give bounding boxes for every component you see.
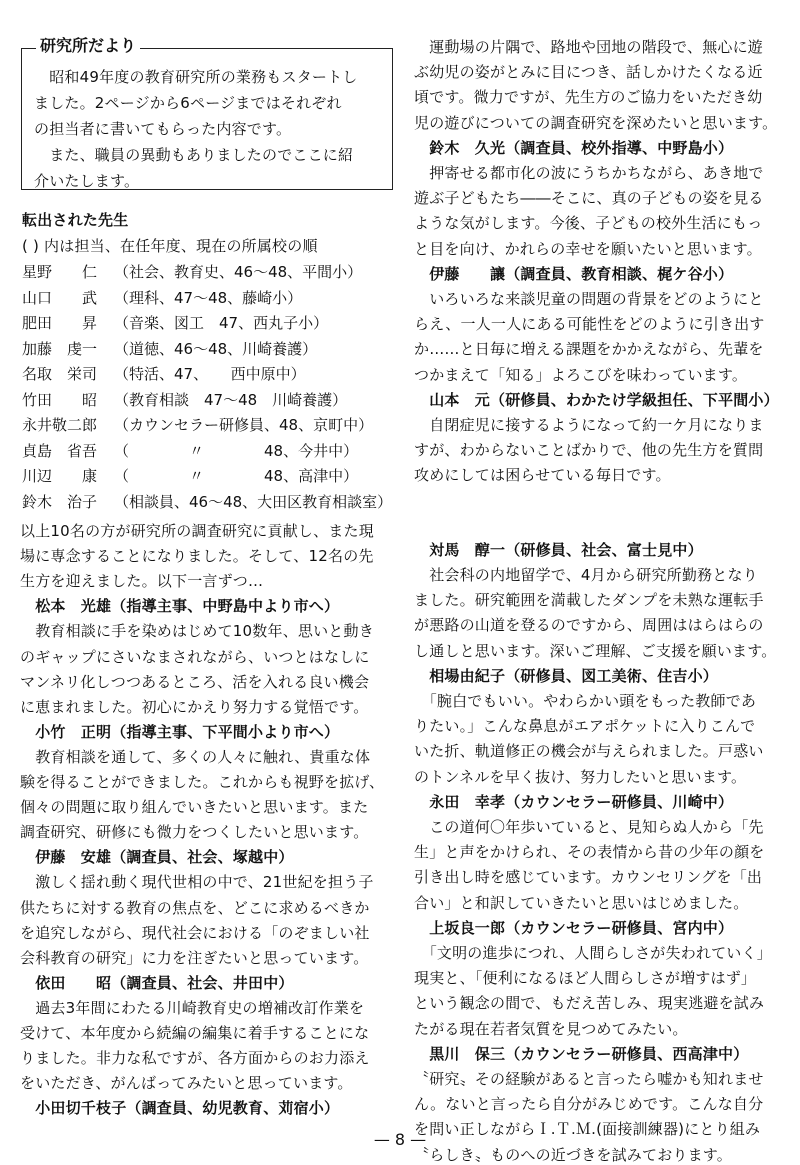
- body-line: 引き出し時を感じています。カウンセリングを「出: [414, 868, 763, 887]
- transferred-row: [22, 288, 302, 308]
- staff-name-heading: 小田切千枝子（調査員、幼児教育、苅宿小）: [20, 1099, 340, 1118]
- body-line: 「腕白でもいい。やわらかい頭をもった教師であ: [414, 692, 757, 710]
- body-line: 運動場の片隅で、路地や団地の階段で、無心に遊: [414, 38, 764, 56]
- staff-name-heading: 伊藤 安雄（調査員、社会、塚越中）: [20, 848, 294, 867]
- body-line: 現実と、「便利になるほど人間らしさが増すはず」: [414, 969, 757, 988]
- teacher-info: （社会、教育史、46〜48、平間小）: [114, 263, 363, 281]
- body-line: のトンネルを早く抜け、努力したいと思います。: [414, 767, 747, 786]
- teacher-name: 川辺 康: [22, 467, 98, 485]
- teacher-info: （道徳、46〜48、川崎養護）: [114, 339, 318, 358]
- body-line: を問い正しながらＩ.Ｔ.Ｍ.(面接訓練器)にとり組み: [414, 1120, 761, 1139]
- teacher-info: （カウンセラー研修員、48、京町中）: [114, 416, 374, 434]
- notice-line: の担当者に書いてもらった内容です。: [34, 120, 292, 138]
- body-line: 以上10名の方が研究所の調査研究に貢献し、また現: [20, 522, 374, 540]
- body-line: 社会科の内地留学で、4月から研究所勤務となり: [414, 566, 758, 584]
- staff-name-heading: 伊藤 讓（調査員、教育相談、梶ケ谷小）: [414, 264, 734, 283]
- body-line: 験を得ることができました。これからも視野を拡げ、: [20, 773, 385, 791]
- body-line: のギャップにさいなまされながら、いつとはなしに: [20, 647, 370, 666]
- staff-name-heading: 対馬 醇一（研修員、社会、富士見中）: [414, 540, 703, 559]
- body-line: 攻めにしては困らせている毎日です。: [414, 466, 671, 485]
- body-line: 〝らしき〟ものへの近づきを試みております。: [414, 1145, 733, 1164]
- body-line: が悪路の山道を登るのですから、周囲ははらはらの: [414, 616, 764, 635]
- transferred-row: [22, 441, 358, 461]
- body-line: 自閉症児に接するようになって約一ケ月になりま: [414, 416, 764, 434]
- teacher-info: （ 〃 48、高津中）: [114, 467, 359, 485]
- body-line: 供たちに対する教育の焦点を、どこに求めるべきか: [20, 898, 370, 917]
- body-line: 激しく揺れ動く現代世相の中で、21世紀を担う子: [20, 873, 374, 892]
- notice-line: 介いたします。: [34, 172, 140, 190]
- transferred-row: [22, 492, 392, 512]
- notice-line: ました。2ページから6ページまではそれぞれ: [34, 94, 342, 112]
- teacher-name: 貞島 省吾: [22, 441, 98, 460]
- transferred-row: [22, 339, 317, 359]
- body-line: に恵まれました。初心にかえり努力する覚悟です。: [20, 697, 369, 716]
- transferred-row: [22, 466, 358, 486]
- body-line: し通しと思います。深いご理解、ご支援を願います。: [414, 641, 777, 660]
- body-line: 生方を迎えました。以下一言ずつ…: [20, 572, 264, 591]
- staff-name-heading: 小竹 正明（指導主事、下平間小より市へ）: [20, 722, 340, 741]
- body-line: 〝研究〟その経験があると言ったら嘘かも知れませ: [414, 1070, 764, 1088]
- body-line: 児の遊びについての調査研究を深めたいと思います。: [414, 113, 778, 132]
- notice-title: 研究所だより: [36, 35, 140, 57]
- body-line: 教育相談を通して、多くの人々に触れ、貴重な体: [20, 747, 371, 766]
- teacher-name: 名取 栄司: [22, 365, 98, 383]
- transferred-note: ( ) 内は担当、在任年度、現在の所属校の順: [22, 237, 318, 255]
- body-line: と目を向け、かれらの幸せを願いたいと思います。: [414, 239, 762, 258]
- body-line: 「文明の進歩につれ、人間らしさが失われていく」: [414, 944, 772, 962]
- teacher-name: 星野 仁: [22, 263, 98, 281]
- transferred-row: [22, 415, 373, 435]
- staff-name-heading: 上坂良一郎（カウンセラー研修員、宮内中）: [414, 918, 734, 937]
- teacher-name: 加藤 虔一: [22, 339, 98, 358]
- body-line: 過去3年間にわたる川崎教育史の増補改訂作業を: [20, 998, 365, 1017]
- body-line: たがる現在若者気質を見つめてみたい。: [414, 1019, 688, 1038]
- body-line: らえ、一人一人にある可能性をどのように引き出す: [414, 315, 765, 334]
- teacher-info: （音楽、図工 47、西丸子小）: [114, 314, 329, 332]
- teacher-name: 山口 武: [22, 288, 98, 307]
- teacher-info: （教育相談 47〜48 川崎養護）: [114, 390, 348, 409]
- transferred-row: [22, 262, 362, 282]
- body-line: 遊ぶ子どもたち――そこに、真の子どもの姿を見る: [414, 189, 764, 208]
- body-line: 頃です。微力ですが、先生方のご協力をいただき幼: [414, 88, 763, 107]
- transferred-row: [22, 364, 306, 384]
- body-line: りたい。」こんな鼻息がエアポケットに入りこんで: [414, 717, 756, 736]
- body-line: つかまえて「知る」よろこびを味わっています。: [414, 365, 748, 384]
- body-line: 教育相談に手を染めはじめて10数年、思いと動き: [20, 622, 374, 641]
- transferred-row: [22, 390, 347, 410]
- body-line: ような気がします。今後、子どもの校外生活にもっ: [414, 214, 763, 233]
- body-line: 受けて、本年度から続編の編集に着手することにな: [20, 1024, 370, 1042]
- body-line: ました。研究範囲を満載したダンプを未熟な運転手: [414, 591, 764, 610]
- body-line: 調査研究、研修にも微力をつくしたいと思います。: [20, 823, 369, 842]
- notice-line: また、職員の異動もありましたのでここに紹: [34, 146, 354, 164]
- teacher-name: 竹田 昭: [22, 390, 98, 409]
- body-line: 場に専念することになりました。そして、12名の先: [20, 547, 374, 566]
- staff-name-heading: 山本 元（研修員、わかたけ学級担任、下平間小）: [414, 390, 779, 409]
- body-line: 会科教育の研究」に力を注ぎたいと思っています。: [20, 948, 369, 967]
- teacher-name: 肥田 昇: [22, 314, 98, 332]
- body-line: を追究しながら、現代社会における「のぞましい社: [20, 923, 370, 942]
- teacher-info: （ 〃 48、今井中）: [114, 441, 359, 460]
- teacher-info: （特活、47、 西中原中）: [114, 365, 306, 383]
- body-line: いろいろな来談児童の問題の背景をどのようにと: [414, 290, 764, 308]
- staff-name-heading: 永田 幸孝（カウンセラー研修員、川崎中）: [414, 792, 734, 811]
- body-line: か……と日毎に増える課題をかかえながら、先輩を: [414, 340, 764, 359]
- body-line: 押寄せる都市化の波にうちかちながら、あき地で: [414, 164, 764, 182]
- body-line: 生」と声をかけられ、その表情から昔の少年の顔を: [414, 843, 765, 862]
- body-line: 個々の問題に取り組んでいきたいと思います。また: [20, 798, 369, 817]
- body-line: この道何〇年歩いていると、見知らぬ人から「先: [414, 818, 764, 836]
- body-line: いた折、軌道修正の機会が与えられました。戸惑い: [414, 742, 764, 761]
- staff-name-heading: 依田 昭（調査員、社会、井田中）: [20, 973, 294, 992]
- body-line: をいただき、がんばってみたいと思っています。: [20, 1074, 353, 1093]
- teacher-name: 鈴木 治子: [22, 492, 98, 511]
- staff-name-heading: 相場由紀子（研修員、図工美術、住吉小）: [414, 666, 719, 685]
- teacher-info: （相談員、46〜48、大田区教育相談室）: [114, 492, 393, 511]
- staff-name-heading: 松本 光雄（指導主事、中野島中より市へ）: [20, 597, 340, 616]
- staff-name-heading: 鈴木 久光（調査員、校外指導、中野島小）: [414, 138, 734, 157]
- body-line: ぶ幼児の姿がとみに目につき、話しかけたくなる近: [414, 63, 763, 82]
- page-number: — 8 —: [373, 1130, 427, 1149]
- transferred-heading: 転出された先生: [22, 211, 129, 229]
- body-line: 合い」と和訳していきたいと思いはじめました。: [414, 893, 749, 912]
- body-line: という観念の間で、もだえ苦しみ、現実逃避を試み: [414, 994, 765, 1013]
- teacher-name: 永井敬二郎: [22, 416, 98, 434]
- staff-name-heading: 黒川 保三（カウンセラー研修員、西高津中）: [414, 1044, 749, 1063]
- body-line: ん。ないと言ったら自分がみじめです。こんな自分: [414, 1095, 764, 1114]
- teacher-info: （理科、47〜48、藤崎小）: [114, 288, 303, 307]
- body-line: りました。非力な私ですが、各方面からのお力添え: [20, 1049, 370, 1068]
- body-line: マンネリ化しつつあるところ、活を入れる良い機会: [20, 672, 370, 691]
- transferred-row: [22, 313, 328, 333]
- notice-line: 昭和49年度の教育研究所の業務もスタートし: [34, 68, 358, 86]
- body-line: すが、わからないことばかりで、他の先生方を質問: [414, 441, 764, 460]
